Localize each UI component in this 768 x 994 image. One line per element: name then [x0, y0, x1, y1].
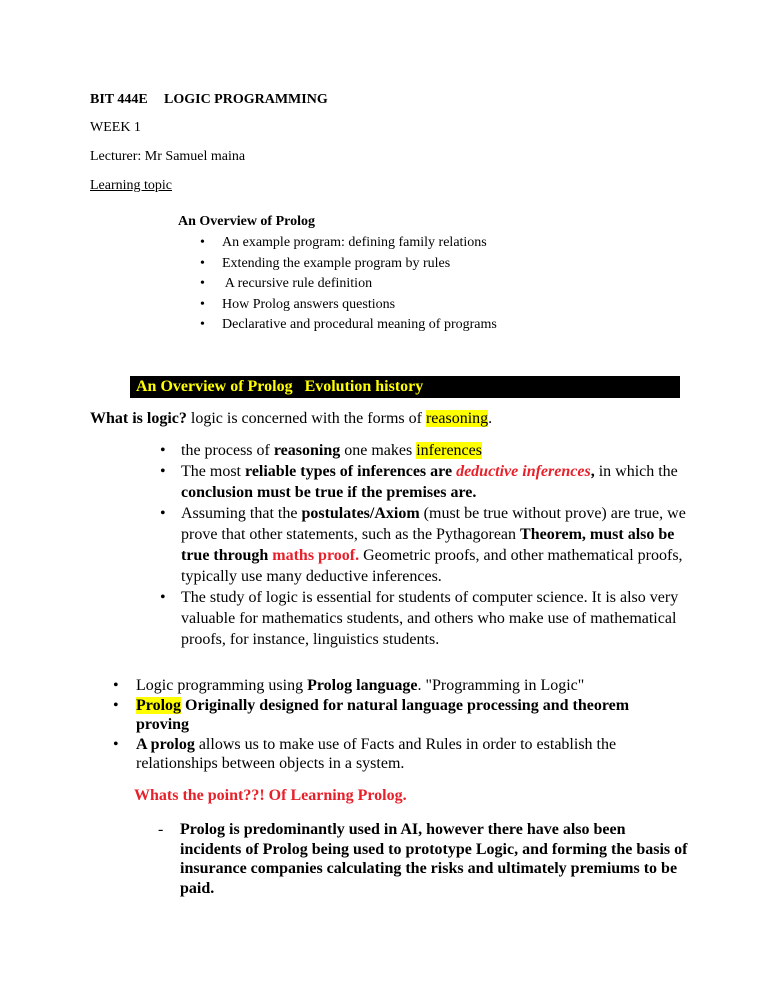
course-heading [90, 92, 328, 108]
point-item [158, 820, 688, 898]
topic-list [200, 233, 497, 336]
list-item: • Assuming that the postulates/Axiom (must be true without prove) are true, we prove that other statements, such as the Pythagorean Theorem, must also be true through maths proof. Geometric proofs, and other mathematical proofs, typically use many deductive inferences. [160, 503, 700, 587]
list-item: • the process of reasoning one makes inferences [160, 440, 700, 461]
topic-item: • A recursive rule definition [200, 274, 497, 295]
what-is-logic-question: What is logic? [90, 410, 187, 427]
maths-proof-text: maths proof. [272, 547, 360, 564]
highlight-inferences: inferences [416, 442, 482, 459]
list-item: • The study of logic is essential for students of computer science. It is also very valuable for mathematics students, and others who make use of mathematical proofs, for instance, linguistics students. [160, 587, 700, 650]
week-label: WEEK 1 [90, 120, 141, 135]
point-heading: Whats the point??! Of Learning Prolog. [134, 787, 407, 804]
point-item-text: Prolog is predominantly used in AI, however there have also been incidents of Prolog being used to prototype Logic, and forming the basis of insurance companies calculating the risks and ultimately premiums to be paid. [180, 821, 688, 897]
highlight-prolog: Prolog [136, 696, 182, 714]
list-item: • Logic programming using Prolog language. "Programming in Logic" [113, 676, 673, 696]
overview-title: An Overview of Prolog [178, 214, 315, 229]
topic-item: • Declarative and procedural meaning of programs [200, 315, 497, 336]
dash-marker: - [158, 821, 164, 838]
learning-topic-heading: Learning topic [90, 178, 173, 193]
list-item: • Prolog Originally designed for natural language processing and theorem proving [113, 696, 673, 735]
topic-item: • How Prolog answers questions [200, 295, 497, 316]
deductive-inferences-text: deductive inferences [456, 463, 591, 480]
section-banner: An Overview of Prolog Evolution history [130, 376, 680, 398]
list-item: • The most reliable types of inferences are deductive inferences, in which the conclusion must be true if the premises are. [160, 461, 700, 503]
list-item: • A prolog allows us to make use of Facts and Rules in order to establish the relationships between objects in a system. [113, 735, 673, 774]
lecturer-line: Lecturer: Mr Samuel maina [90, 149, 246, 164]
course-name: LOGIC PROGRAMMING [164, 92, 328, 107]
prolog-bullet-list [113, 676, 673, 774]
what-is-logic-line: What is logic? logic is concerned with the forms of reasoning. [90, 410, 493, 427]
topic-item: • An example program: defining family relations [200, 233, 497, 254]
course-code: BIT 444E [90, 92, 148, 107]
logic-bullet-list [160, 440, 700, 650]
highlight-reasoning: reasoning [425, 410, 489, 427]
topic-item: • Extending the example program by rules [200, 254, 497, 275]
